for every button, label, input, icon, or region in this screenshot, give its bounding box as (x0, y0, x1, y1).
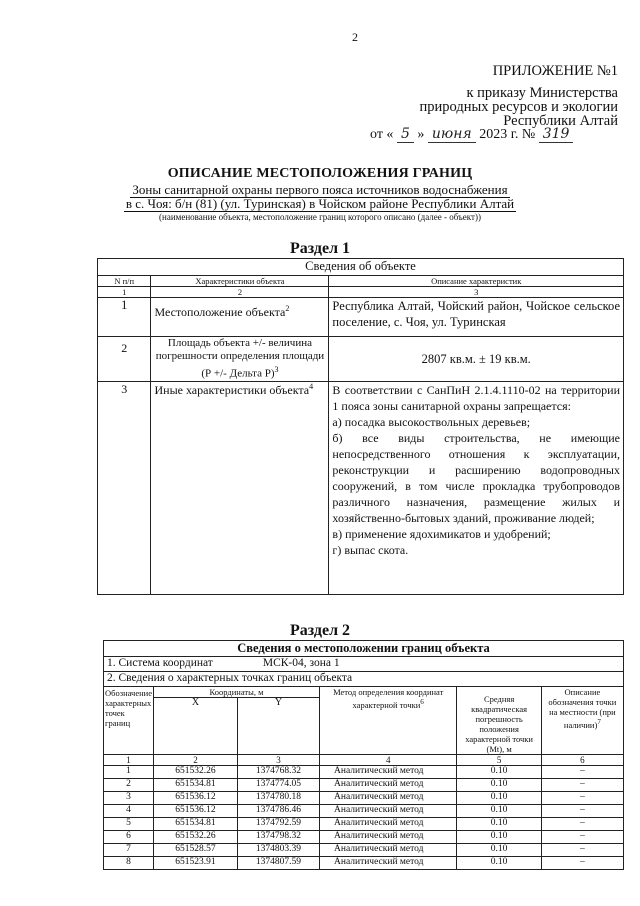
appendix-line-republic: Республики Алтай (503, 113, 618, 129)
object-name-line2 (0, 196, 640, 212)
header-method (320, 687, 457, 755)
coordinate-system-label: 1. Система координат (107, 657, 213, 669)
restriction-intro: В соответствии с СанПиН 2.1.4.1110-02 на территории 1 пояса зоны санитарной охраны запрещается: (332, 383, 620, 413)
header-y: Y (237, 698, 319, 755)
row-number: 2 (98, 337, 151, 382)
header-number: N п/п (98, 276, 151, 287)
header-marking-text: Описание обозначения точки на местности (при наличии) (548, 687, 617, 730)
row-description (329, 382, 624, 595)
point-marking: – (541, 792, 623, 805)
point-accuracy: 0.10 (457, 779, 541, 792)
point-x: 651528.57 (153, 844, 237, 857)
point-accuracy: 0.10 (457, 857, 541, 870)
table-row (98, 298, 624, 337)
table-row (104, 857, 624, 870)
point-y: 1374780.18 (237, 792, 319, 805)
point-y: 1374798.32 (237, 831, 319, 844)
table-row (104, 818, 624, 831)
row-characteristic-text: Местоположение объекта (154, 305, 286, 319)
point-marking: – (541, 818, 623, 831)
point-y: 1374792.59 (237, 818, 319, 831)
point-marking: – (541, 805, 623, 818)
order-year: 2023 г. № (479, 127, 536, 142)
footnote-ref: 4 (309, 382, 314, 391)
row-description: Республика Алтай, Чойский район, Чойское сельское поселение, с. Чоя, ул. Туринская (329, 298, 624, 337)
point-x: 651534.81 (153, 779, 237, 792)
row-description: 2807 кв.м. ± 19 кв.м. (329, 337, 624, 382)
order-date-line (370, 126, 573, 143)
point-accuracy: 0.10 (457, 805, 541, 818)
table-row (104, 844, 624, 857)
order-prefix: от « (370, 127, 394, 142)
point-marking: – (541, 831, 623, 844)
point-number: 7 (104, 844, 154, 857)
point-method: Аналитический метод (320, 766, 457, 779)
point-x: 651532.26 (153, 766, 237, 779)
point-accuracy: 0.10 (457, 844, 541, 857)
object-name-line1-text: Зоны санитарной охраны первого пояса источников водоснабжения (132, 182, 508, 197)
col-num-1: 1 (104, 755, 154, 766)
col-num-4: 4 (320, 755, 457, 766)
appendix-title: ПРИЛОЖЕНИЕ №1 (492, 63, 618, 79)
point-method: Аналитический метод (320, 805, 457, 818)
col-num-1: 1 (98, 287, 151, 298)
point-x: 651523.91 (153, 857, 237, 870)
boundary-points-table (103, 640, 624, 870)
col-num-6: 6 (541, 755, 623, 766)
col-num-5: 5 (457, 755, 541, 766)
point-marking: – (541, 844, 623, 857)
header-characteristics: Характеристики объекта (151, 276, 329, 287)
restriction-a: а) посадка высокоствольных деревьев; (332, 415, 531, 429)
point-marking: – (541, 779, 623, 792)
appendix-line-resources: природных ресурсов и экологии (419, 99, 618, 115)
header-x: X (153, 698, 237, 755)
point-marking: – (541, 857, 623, 870)
row-number: 3 (98, 382, 151, 595)
row-characteristic-text: Площадь объекта +/- величина погрешности определения площади (Р +/- Дельта Р) (155, 337, 325, 380)
page-number: 2 (352, 30, 358, 44)
restriction-d: г) выпас скота. (332, 543, 409, 557)
header-description: Описание характеристик (329, 276, 624, 287)
header-coordinates: Координаты, м (153, 687, 319, 698)
table-row (104, 766, 624, 779)
footnote-ref: 2 (285, 304, 290, 313)
table-row (104, 779, 624, 792)
point-y: 1374803.39 (237, 844, 319, 857)
point-accuracy: 0.10 (457, 818, 541, 831)
point-number: 1 (104, 766, 154, 779)
point-x: 651534.81 (153, 818, 237, 831)
row-characteristic (151, 298, 329, 337)
point-number: 8 (104, 857, 154, 870)
object-info-table (97, 258, 624, 595)
point-marking: – (541, 766, 623, 779)
section2-title: Раздел 2 (289, 622, 351, 639)
row-characteristic-text: Иные характеристики объекта (154, 383, 310, 397)
point-y: 1374768.32 (237, 766, 319, 779)
point-x: 651536.12 (153, 792, 237, 805)
order-middle: » (417, 127, 425, 142)
coordinate-system-row (104, 657, 624, 672)
points-label-row: 2. Сведения о характерных точках границ объекта (104, 672, 624, 687)
col-num-3: 3 (237, 755, 319, 766)
section1-title: Раздел 1 (289, 240, 351, 257)
point-method: Аналитический метод (320, 792, 457, 805)
order-number: 319 (539, 126, 574, 143)
point-method: Аналитический метод (320, 857, 457, 870)
boundary-caption: Сведения о местоположении границ объекта (104, 641, 624, 657)
row-characteristic (151, 382, 329, 595)
header-accuracy: Средняя квадратическая погрешность положения характерной точки (Мt), м (457, 687, 541, 755)
order-day: 5 (397, 126, 414, 143)
table-row (104, 831, 624, 844)
table-row (104, 805, 624, 818)
footnote-ref: 6 (420, 698, 424, 706)
row-characteristic (151, 337, 329, 382)
point-y: 1374807.59 (237, 857, 319, 870)
appendix-line-ministry: к приказу Министерства (466, 85, 618, 101)
order-month: июня (428, 126, 476, 143)
point-x: 651536.12 (153, 805, 237, 818)
point-method: Аналитический метод (320, 844, 457, 857)
table-row (98, 337, 624, 382)
point-number: 5 (104, 818, 154, 831)
col-num-2: 2 (153, 755, 237, 766)
table-row (104, 792, 624, 805)
point-number: 3 (104, 792, 154, 805)
coordinate-system-value: МСК-04, зона 1 (262, 657, 340, 669)
point-method: Аналитический метод (320, 831, 457, 844)
col-num-3: 3 (329, 287, 624, 298)
point-x: 651532.26 (153, 831, 237, 844)
point-number: 2 (104, 779, 154, 792)
col-num-2: 2 (151, 287, 329, 298)
point-y: 1374774.05 (237, 779, 319, 792)
footnote-ref: 7 (597, 718, 601, 726)
point-accuracy: 0.10 (457, 766, 541, 779)
point-accuracy: 0.10 (457, 831, 541, 844)
point-number: 6 (104, 831, 154, 844)
object-note: (наименование объекта, местоположение границ которого описано (далее - объект)) (159, 212, 481, 222)
table-row (98, 382, 624, 595)
restriction-b: б) все виды строительства, не имеющие непосредственного отношения к эксплуатации, реконструкции и расширению водопроводных сооружений, в том числе прокладка трубопроводов различного назначения, размещение жилых и хозяйственно-бытовых зданий, проживание людей; (332, 431, 620, 525)
points-body (104, 766, 624, 870)
point-number: 4 (104, 805, 154, 818)
footnote-ref: 3 (274, 365, 279, 374)
point-method: Аналитический метод (320, 818, 457, 831)
point-accuracy: 0.10 (457, 792, 541, 805)
row-number: 1 (98, 298, 151, 337)
object-info-caption: Сведения об объекте (98, 259, 624, 276)
restriction-c: в) применение ядохимикатов и удобрений; (332, 527, 551, 541)
point-method: Аналитический метод (320, 779, 457, 792)
header-marking (541, 687, 623, 755)
object-name-line2-text: в с. Чоя: б/н (81) (ул. Туринская) в Чойском районе Республики Алтай (125, 196, 515, 211)
point-y: 1374786.46 (237, 805, 319, 818)
header-method-text: Метод определения координат характерной точки (333, 687, 444, 710)
document-title: ОПИСАНИЕ МЕСТОПОЛОЖЕНИЯ ГРАНИЦ (167, 166, 473, 181)
header-designation: Обозначение характерных точек границ (104, 687, 154, 755)
